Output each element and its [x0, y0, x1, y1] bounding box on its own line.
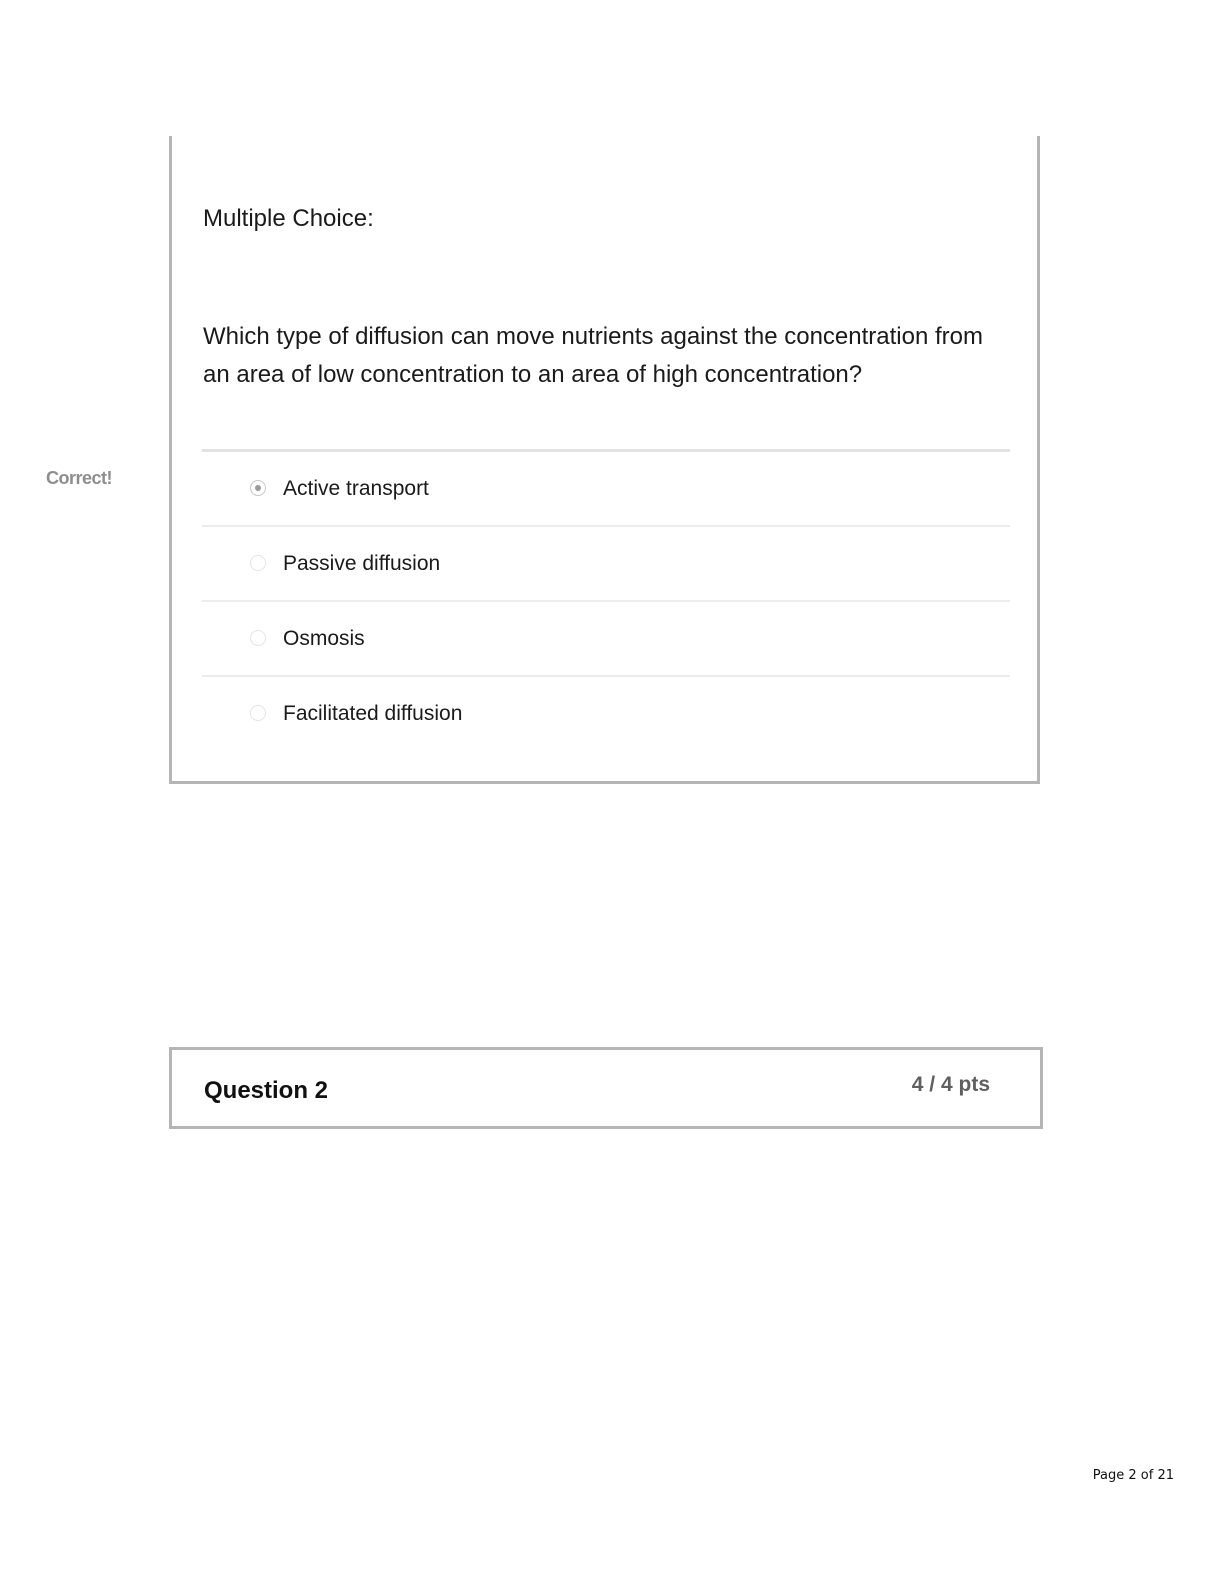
- answer-list: [202, 449, 1010, 752]
- answer-option-facilitated-diffusion[interactable]: [202, 677, 1010, 752]
- question-title: Question 2: [204, 1077, 329, 1104]
- question-prompt: Which type of diffusion can move nutrients against the concentration from an area of low concentration to an area of high concentration?: [203, 323, 983, 388]
- answer-label: Osmosis: [283, 627, 365, 650]
- radio-selected-icon[interactable]: [250, 480, 266, 496]
- answer-option-active-transport[interactable]: [202, 452, 1010, 527]
- question-type-label: Multiple Choice:: [203, 205, 374, 232]
- answer-label: Active transport: [283, 477, 429, 500]
- correct-answer-flag: Correct!: [46, 468, 113, 488]
- question-2-header: [169, 1047, 1043, 1129]
- radio-unselected-icon[interactable]: [250, 705, 266, 721]
- answer-option-passive-diffusion[interactable]: [202, 527, 1010, 602]
- answer-label: Passive diffusion: [283, 552, 441, 575]
- question-points: 4 / 4 pts: [911, 1073, 990, 1096]
- radio-unselected-icon[interactable]: [250, 555, 266, 571]
- page-number: Page 2 of 21: [1092, 1468, 1174, 1483]
- answer-label: Facilitated diffusion: [283, 702, 463, 725]
- radio-unselected-icon[interactable]: [250, 630, 266, 646]
- answer-option-osmosis[interactable]: [202, 602, 1010, 677]
